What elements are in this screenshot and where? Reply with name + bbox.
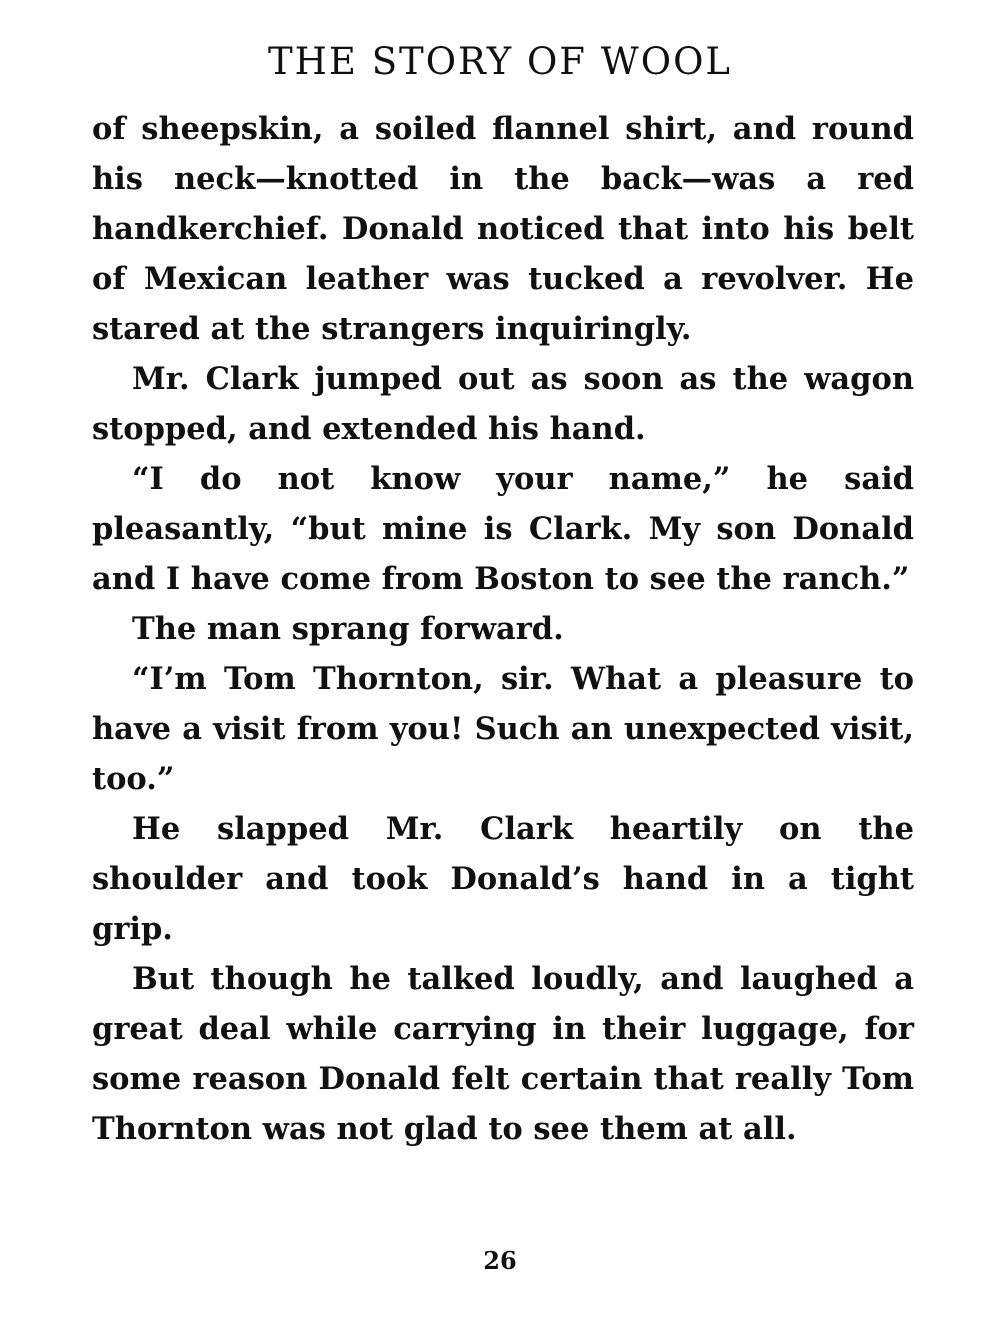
paragraph: The man sprang forward. — [132, 611, 564, 647]
paragraph: Mr. Clark jumped out as soon as the wagon stopped, and extended his hand. — [92, 361, 914, 447]
body-text — [92, 104, 914, 1154]
running-head: THE STORY OF WOOL — [267, 40, 733, 83]
paragraph: “I do not know your name,” he said pleasantly, “but mine is Clark. My son Donald and I have come from Boston to see the ranch.” — [92, 461, 914, 597]
paragraph-continued: of sheepskin, a soiled flannel shirt, and round his neck—knotted in the back—was a red handkerchief. Donald noticed that into his belt of Mexican leather was tucked a revolver. He stared at the strangers inquiringly. — [92, 111, 914, 347]
paragraph: “I’m Tom Thornton, sir. What a pleasure to have a visit from you! Such an unexpected visit, too.” — [92, 661, 914, 797]
page-number: 26 — [483, 1246, 517, 1275]
paragraph: But though he talked loudly, and laughed a great deal while carrying in their luggage, for some reason Donald felt certain that really Tom Thornton was not glad to see them at all. — [92, 961, 914, 1147]
paragraph: He slapped Mr. Clark heartily on the shoulder and took Donald’s hand in a tight grip. — [92, 811, 914, 947]
